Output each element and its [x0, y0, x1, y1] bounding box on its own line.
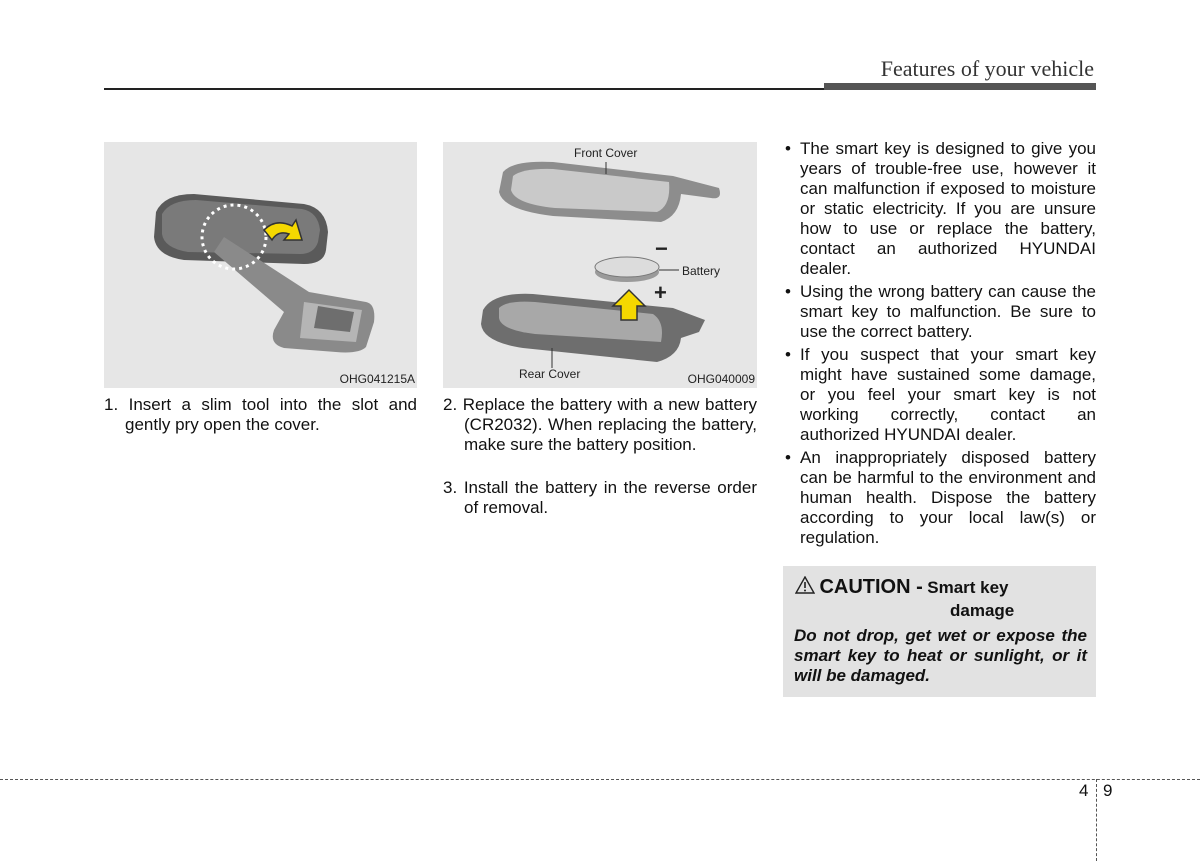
figure-open-cover	[104, 142, 417, 388]
bullet-icon: •	[785, 282, 791, 301]
page-header-title: Features of your vehicle	[880, 56, 1094, 81]
label-battery: Battery	[682, 264, 721, 278]
caution-body: Do not drop, get wet or expose the smart key to heat or sunlight, or it will be damaged.	[794, 626, 1087, 685]
chapter-number: 4	[1079, 781, 1089, 800]
smart-key-notes-list	[783, 139, 1096, 551]
bullet-icon: •	[785, 139, 791, 158]
plus-symbol: +	[654, 280, 667, 305]
footer-vertical-divider	[1096, 779, 1097, 861]
footer-divider	[0, 779, 1200, 780]
caution-heading	[795, 576, 1009, 599]
label-front-cover: Front Cover	[574, 146, 638, 160]
header-rule-accent	[824, 83, 1096, 90]
caution-box	[783, 566, 1096, 697]
list-item: • An inappropriately disposed battery can be harmful to the environment and human health. Dispose the battery according to your local law(s) or regulation.	[785, 448, 1096, 547]
smart-key-pry-illustration	[104, 142, 417, 388]
step-2: 2. Replace the battery with a new battery (CR2032). When replacing the battery, make sure the battery position.	[443, 395, 757, 454]
list-item: • Using the wrong battery can cause the smart key to malfunction. Be sure to use the correct battery.	[785, 282, 1096, 341]
step-1: 1. Insert a slim tool into the slot and gently pry open the cover.	[104, 395, 417, 434]
bullet-icon: •	[785, 345, 791, 364]
figure-code: OHG041215A	[339, 372, 415, 386]
minus-symbol: −	[655, 236, 668, 261]
list-item: • The smart key is designed to give you years of trouble-free use, however it can malfunction if exposed to moisture or static electricity. If you are unsure how to use or replace the battery, contact an authorized HYUNDAI dealer.	[785, 139, 1096, 278]
page-number: 9	[1103, 781, 1113, 800]
step-3: 3. Install the battery in the reverse order of removal.	[443, 478, 757, 517]
warning-triangle-icon	[795, 576, 815, 594]
label-rear-cover: Rear Cover	[519, 367, 581, 381]
bullet-icon: •	[785, 448, 791, 467]
list-item: • If you suspect that your smart key might have sustained some damage, or you feel your smart key is not working correctly, contact an authorized HYUNDAI dealer.	[785, 345, 1096, 444]
figure-code: OHG040009	[687, 372, 755, 386]
caution-word: CAUTION -	[819, 576, 923, 598]
caution-subtitle-line2: damage	[950, 601, 1015, 620]
caution-subtitle: Smart key	[927, 578, 1009, 597]
figure-replace-battery	[443, 142, 757, 388]
